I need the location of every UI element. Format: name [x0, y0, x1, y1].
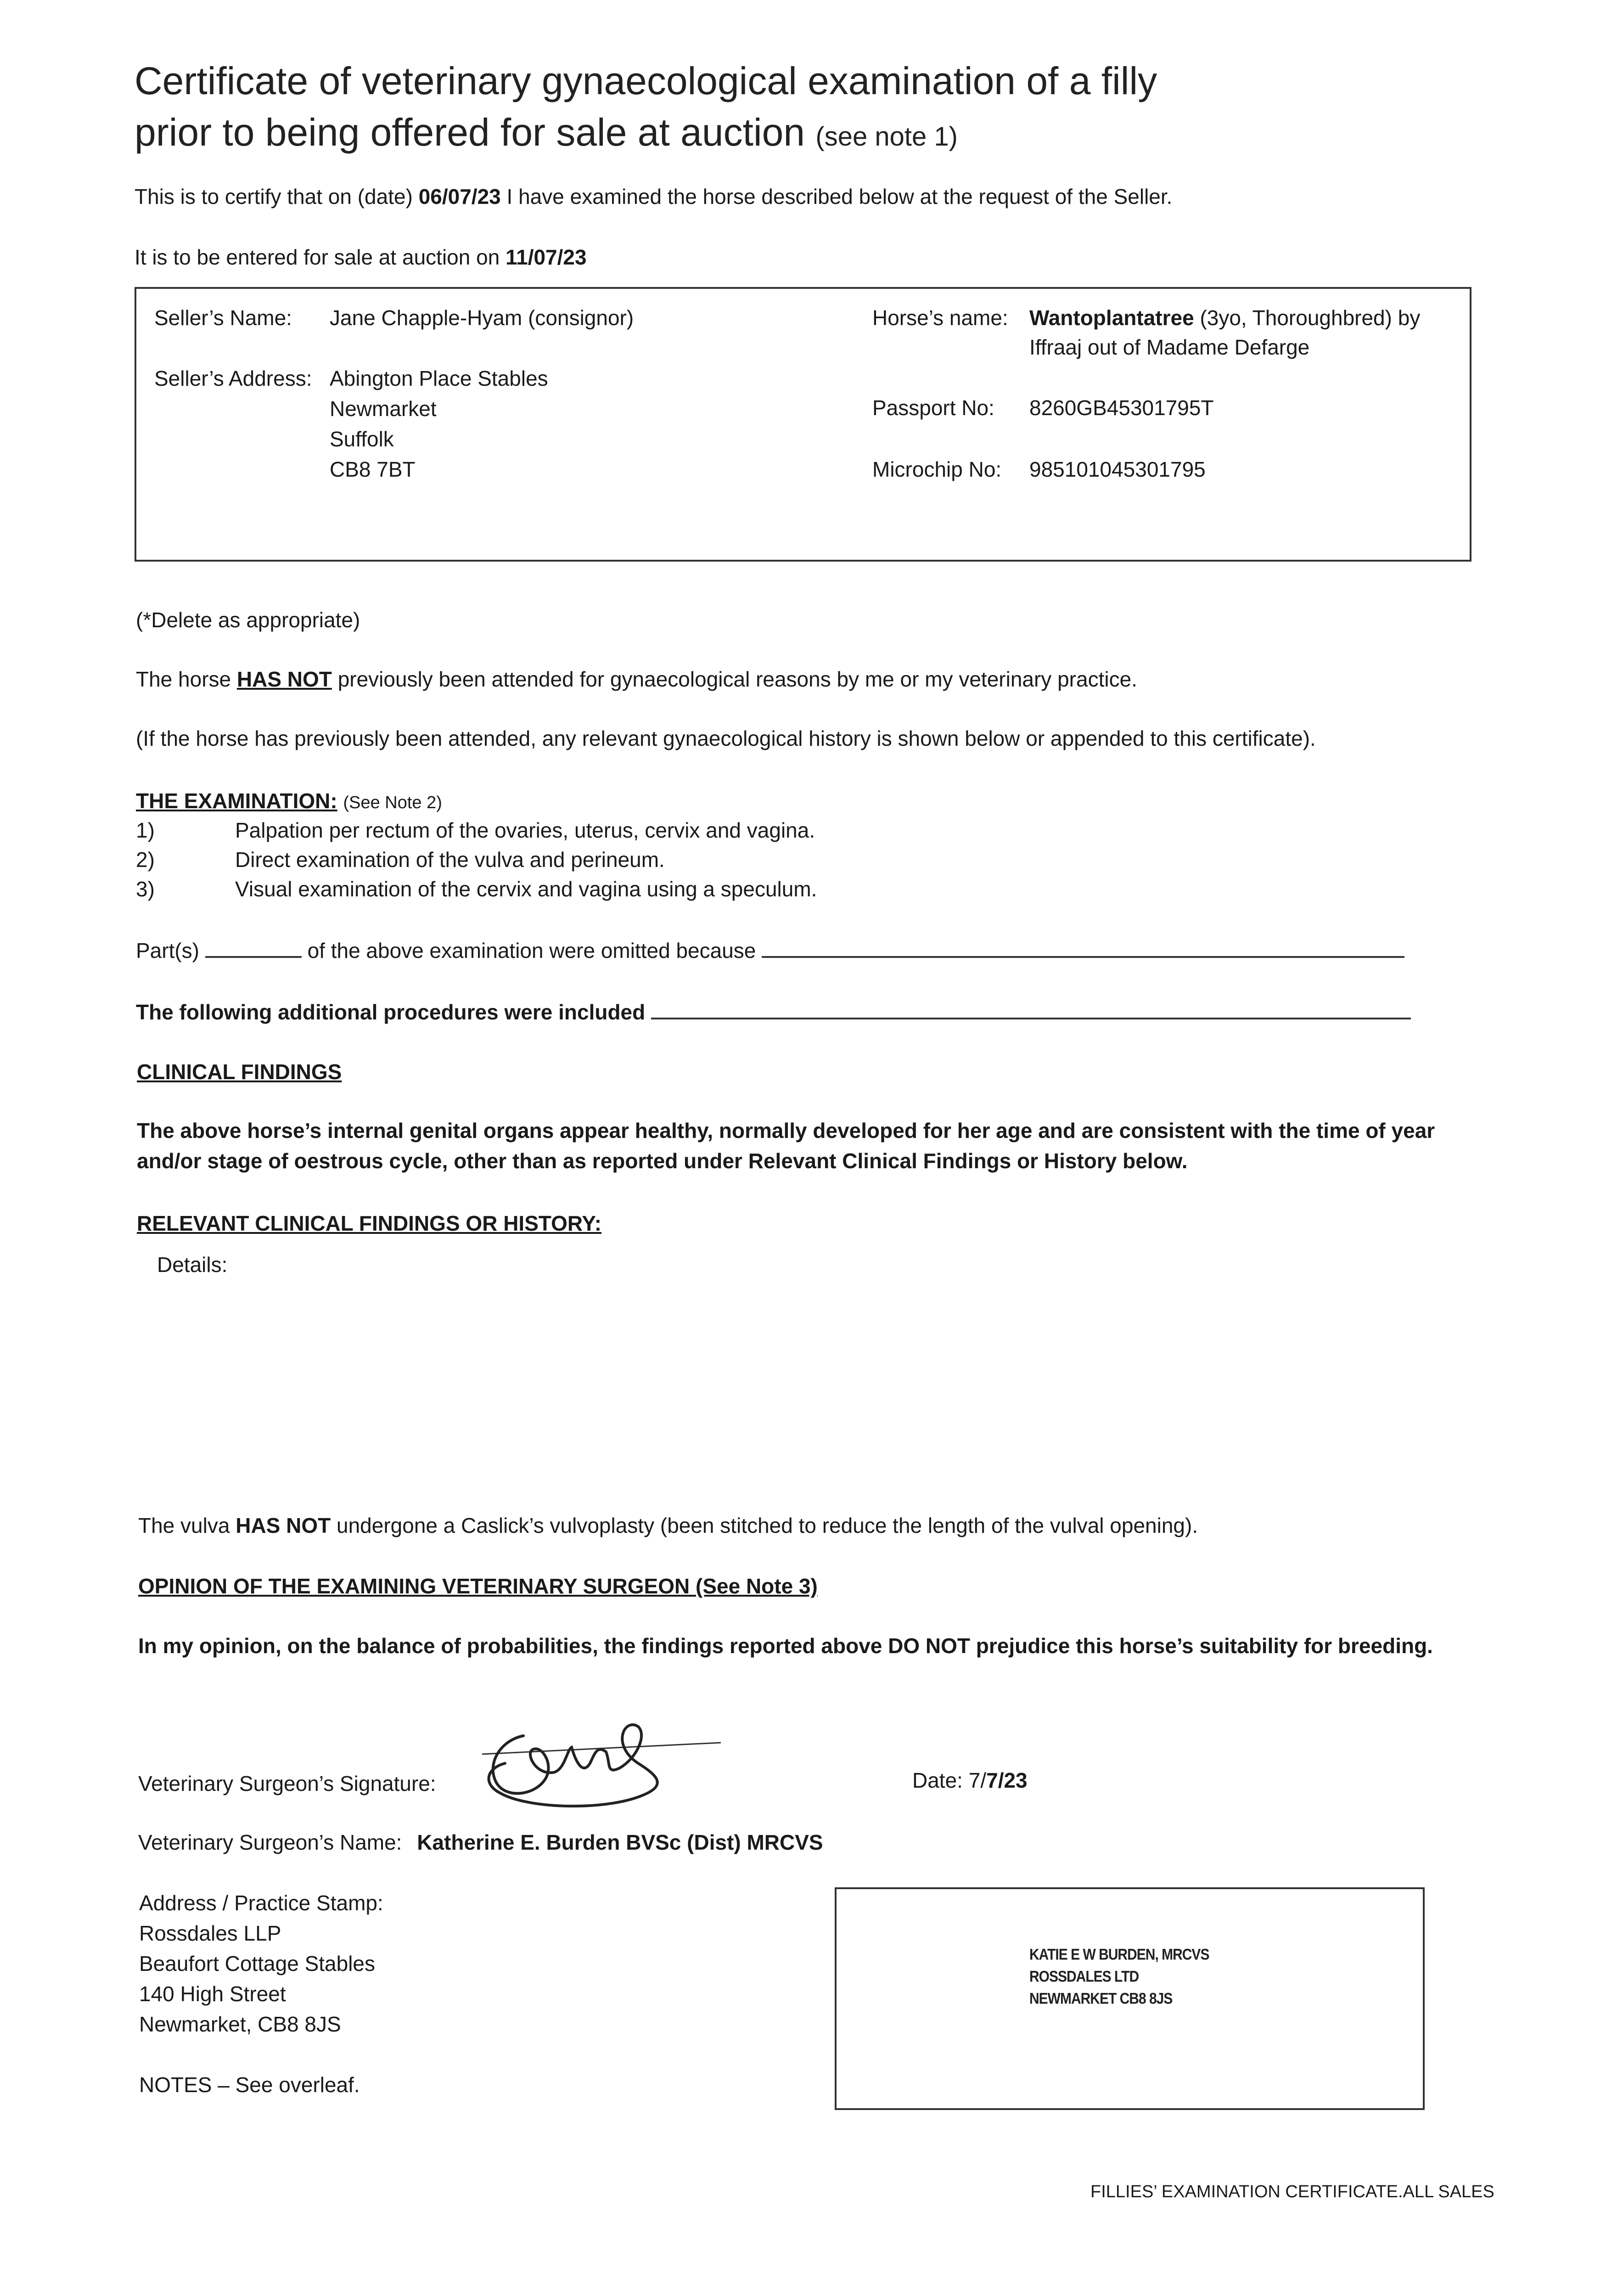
- title-line-2: prior to being offered for sale at auction (see note 1): [135, 111, 958, 154]
- surgeon-name: Katherine E. Burden BVSc (Dist) MRCVS: [417, 1830, 823, 1854]
- stamp-line-3: NEWMARKET CB8 8JS: [1029, 1990, 1173, 2008]
- vulva-status: HAS NOT: [236, 1514, 331, 1537]
- opinion-text: In my opinion, on the balance of probabilities, the findings reported above DO NOT prejudice this horse’s suitability for breeding.: [138, 1634, 1433, 1658]
- signature-date-line: Date: 7/7/23: [912, 1768, 1028, 1792]
- practice-line-3: 140 High Street: [139, 1982, 286, 2006]
- examination-heading-line: [136, 786, 442, 817]
- practice-line-2: Beaufort Cottage Stables: [139, 1952, 375, 1975]
- horse-name: Wantoplantatree: [1029, 306, 1194, 330]
- examination-heading: THE EXAMINATION:: [136, 789, 337, 813]
- seller-address-line-4: CB8 7BT: [330, 457, 416, 481]
- surgeon-name-line: Veterinary Surgeon’s Name: Katherine E. Burden BVSc (Dist) MRCVS: [138, 1830, 823, 1854]
- exam-date: 06/07/23: [418, 185, 501, 208]
- seller-address-line-2: Newmarket: [330, 397, 437, 421]
- omitted-line: Part(s) of the above examination were omitted because: [136, 935, 1404, 965]
- exam-item-3-text: Visual examination of the cervix and vagina using a speculum.: [235, 877, 817, 901]
- omitted-reason-blank: [762, 935, 1404, 958]
- seller-address-label: Seller’s Address:: [154, 366, 312, 390]
- clinical-findings-line-1: The above horse’s internal genital organs appear healthy, normally developed for her age and are consistent with the time of year: [137, 1119, 1435, 1142]
- exam-item-1-text: Palpation per rectum of the ovaries, uterus, cervix and vagina.: [235, 818, 815, 842]
- signature-label: Veterinary Surgeon’s Signature:: [138, 1772, 436, 1795]
- microchip-label: Microchip No:: [872, 457, 1002, 481]
- practice-label: Address / Practice Stamp:: [139, 1891, 383, 1915]
- exam-item-2-num: 2): [136, 848, 155, 872]
- practice-line-4: Newmarket, CB8 8JS: [139, 2012, 341, 2036]
- attended-status: HAS NOT: [236, 667, 332, 691]
- passport-label: Passport No:: [872, 396, 994, 420]
- microchip-number: 985101045301795: [1029, 457, 1206, 481]
- passport-number: 8260GB45301795T: [1029, 396, 1214, 420]
- horse-breeding: Iffraaj out of Madame Defarge: [1029, 335, 1310, 359]
- practice-line-1: Rossdales LLP: [139, 1921, 281, 1945]
- signature-date: 7/7/23: [968, 1768, 1028, 1792]
- auction-line: It is to be entered for sale at auction on 11/07/23: [135, 245, 587, 269]
- exam-item-3-num: 3): [136, 877, 155, 901]
- title-line-1: Certificate of veterinary gynaecological examination of a filly: [135, 59, 1157, 102]
- seller-address-line-1: Abington Place Stables: [330, 366, 548, 390]
- clinical-findings-heading: CLINICAL FINDINGS: [137, 1060, 342, 1084]
- opinion-heading: OPINION OF THE EXAMINING VETERINARY SURGEON (See Note 3): [138, 1574, 818, 1598]
- vulva-line: The vulva HAS NOT undergone a Caslick’s vulvoplasty (been stitched to reduce the length of the vulval opening).: [138, 1514, 1198, 1537]
- relevant-findings-heading: RELEVANT CLINICAL FINDINGS OR HISTORY:: [137, 1211, 602, 1235]
- additional-procedures-blank: [651, 996, 1411, 1019]
- clinical-findings-line-2: and/or stage of oestrous cycle, other than as reported under Relevant Clinical Findings or History below.: [137, 1149, 1188, 1173]
- auction-date: 11/07/23: [505, 245, 587, 269]
- exam-item-1-num: 1): [136, 818, 155, 842]
- exam-item-2-text: Direct examination of the vulva and perineum.: [235, 848, 665, 872]
- seller-name-label: Seller’s Name:: [154, 306, 292, 330]
- seller-name: Jane Chapple-Hyam (consignor): [330, 306, 634, 330]
- additional-line: The following additional procedures were included: [136, 996, 1411, 1027]
- stamp-line-2: ROSSDALES LTD: [1029, 1968, 1139, 1986]
- delete-note: (*Delete as appropriate): [136, 608, 360, 632]
- notes-line: NOTES – See overleaf.: [139, 2073, 360, 2097]
- attended-line: The horse HAS NOT previously been attended for gynaecological reasons by me or my veterinary practice.: [136, 667, 1137, 691]
- title-note: (see note 1): [815, 122, 958, 152]
- footer-text: FILLIES’ EXAMINATION CERTIFICATE.ALL SALES: [1090, 2182, 1494, 2201]
- handwritten-signature: [473, 1694, 730, 1818]
- history-note: (If the horse has previously been attended, any relevant gynaecological history is shown below or appended to this certificate).: [136, 726, 1316, 750]
- omitted-parts-blank: [205, 935, 302, 958]
- horse-name-label: Horse’s name:: [872, 306, 1008, 330]
- seller-address-line-3: Suffolk: [330, 427, 394, 451]
- examination-note: (See Note 2): [343, 793, 442, 812]
- details-label: Details:: [157, 1253, 228, 1277]
- stamp-line-1: KATIE E W BURDEN, MRCVS: [1029, 1946, 1209, 1964]
- document-title: [135, 55, 1512, 163]
- certify-line: This is to certify that on (date) 06/07/23 I have examined the horse described below at the request of the Seller.: [135, 185, 1173, 208]
- horse-name-line: Wantoplantatree (3yo, Thoroughbred) by: [1029, 306, 1421, 330]
